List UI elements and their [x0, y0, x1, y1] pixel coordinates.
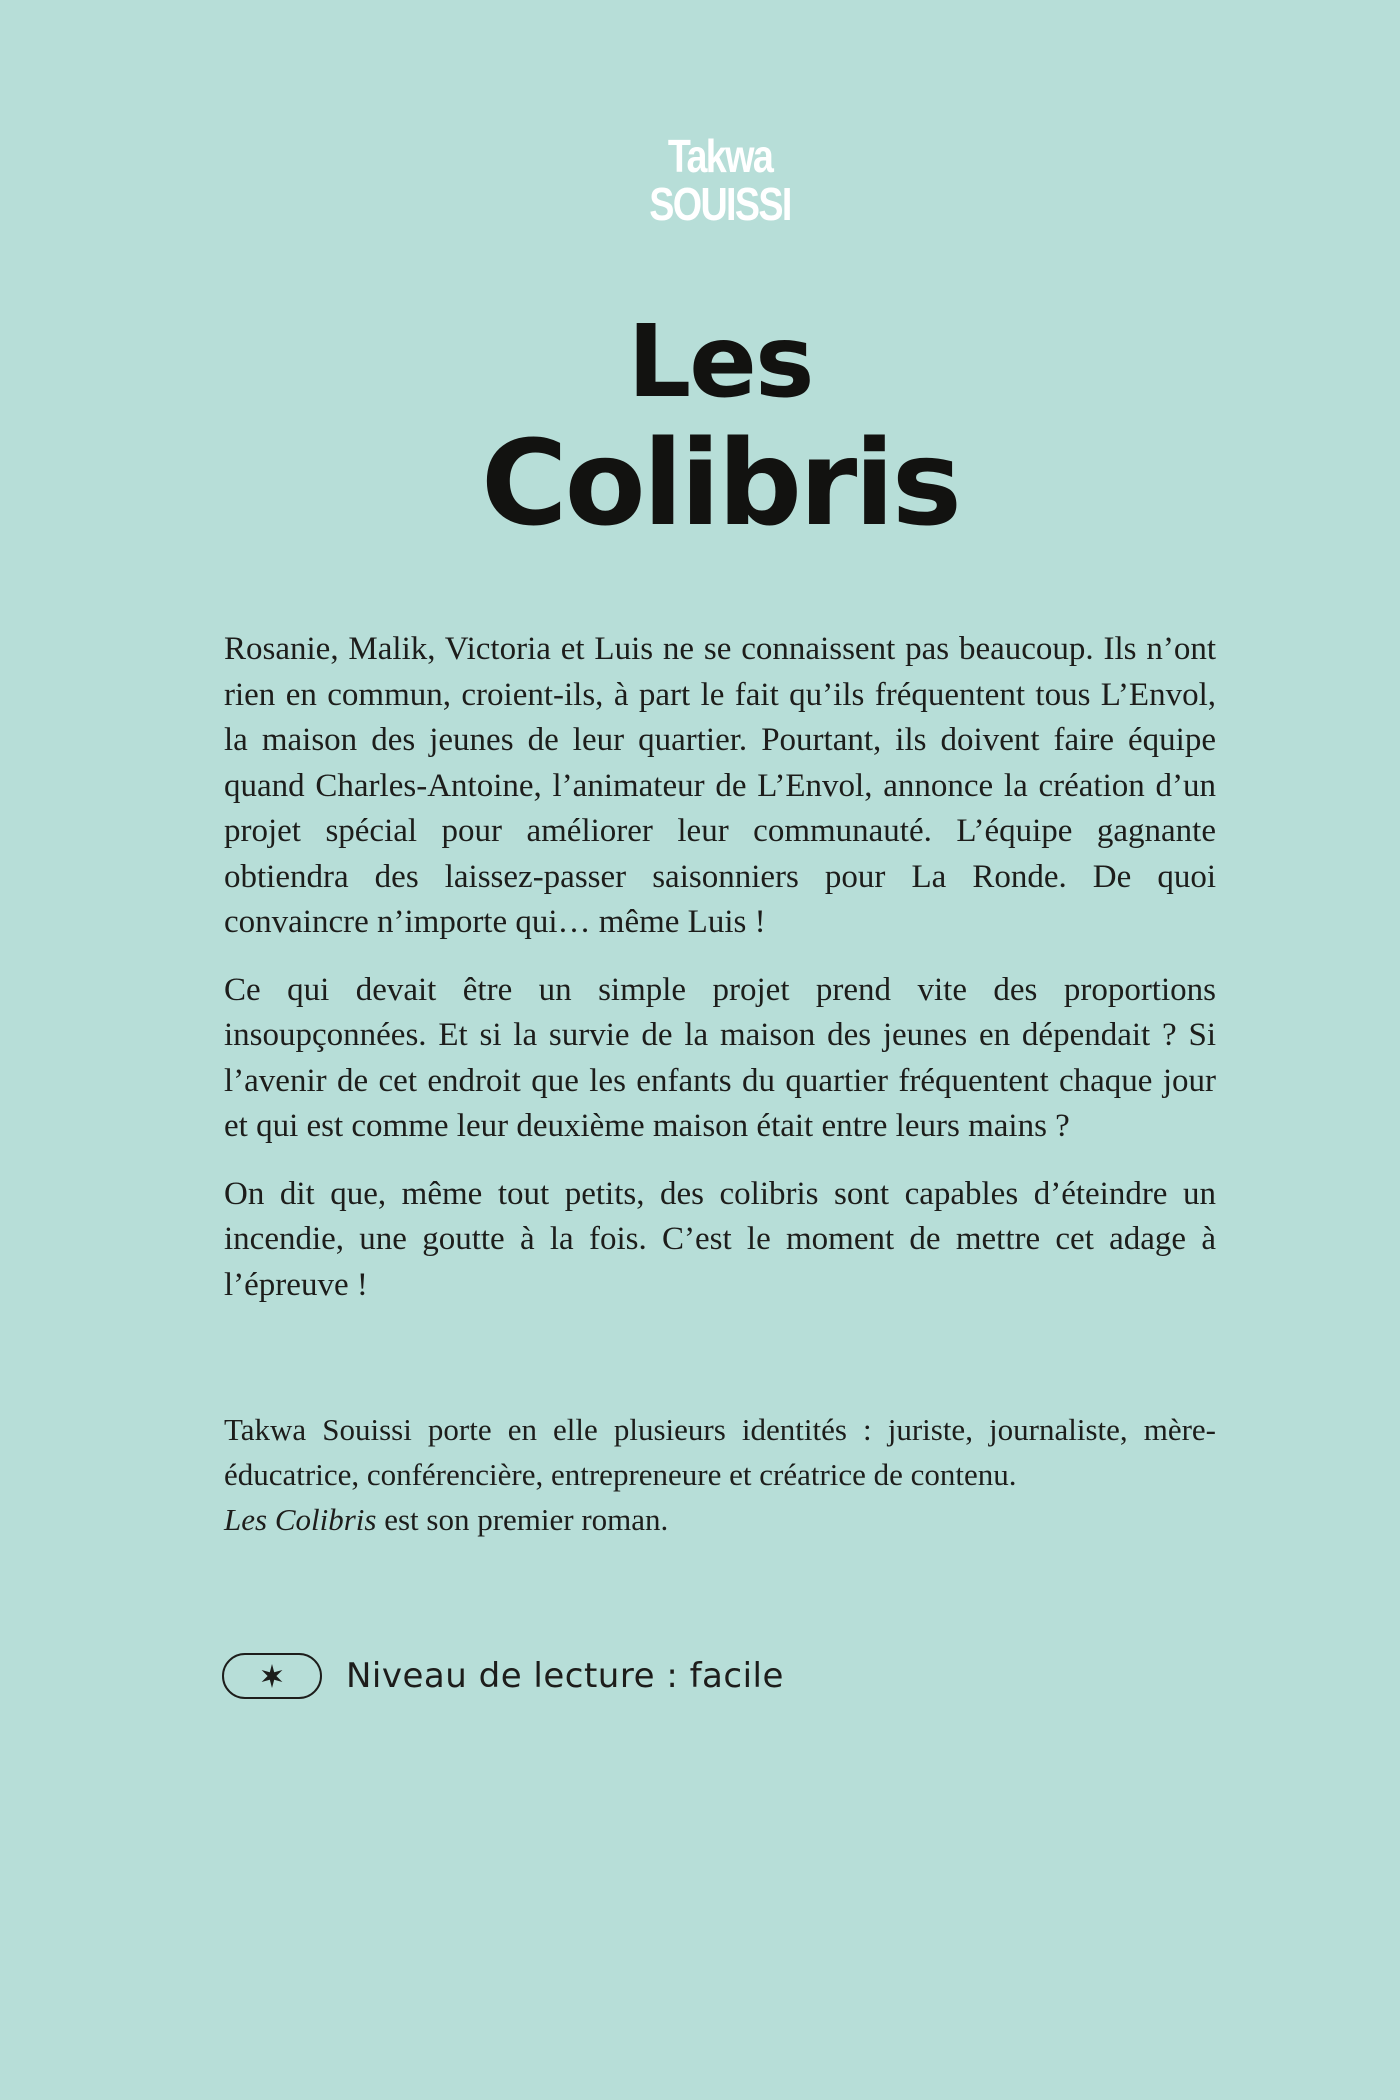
author-bio	[224, 1407, 1216, 1542]
blurb-paragraph-2: Ce qui devait être un simple projet prend vite des proportions insoupçonnées. Et si la survie de la maison des jeunes en dépendait ? Si l’avenir de cet endroit que les enfants du quartier fréquentent chaque jour et qui est comme leur deuxième maison était entre leurs mains ?	[224, 971, 1216, 1144]
author-bio-book-title: Les Colibris	[224, 1502, 377, 1537]
book-title-line-1: Les	[627, 303, 813, 420]
author-bio-closing: est son premier roman.	[376, 1502, 669, 1537]
book-title	[0, 303, 1400, 552]
blurb-paragraph-3: On dit que, même tout petits, des colibris sont capables d’éteindre un incendie, une goutte à la fois. C’est le moment de mettre cet adage à l’épreuve !	[224, 1175, 1216, 1303]
reading-level-badge	[222, 1653, 322, 1699]
book-title-line-2: Colibris	[481, 414, 959, 552]
author-bio-text: Takwa Souissi porte en elle plusieurs identités : juriste, journaliste, mère-éducatrice, conférencière, entrepreneure et créatrice de contenu.	[224, 1412, 1216, 1492]
blurb	[224, 627, 1216, 1330]
blurb-paragraph-1: Rosanie, Malik, Victoria et Luis ne se connaissent pas beaucoup. Ils n’ont rien en commun, croient-ils, à part le fait qu’ils fréquentent tous L’Envol, la maison des jeunes de leur quartier. Pourtant, ils doivent faire équipe quand Charles-Antoine, l’animateur de L’Envol, annonce la création d’un projet spécial pour améliorer leur communauté. L’équipe gagnante obtiendra des laissez-passer saisonniers pour La Ronde. De quoi convaincre n’importe qui… même Luis !	[224, 631, 1216, 940]
author-first-name: Takwa	[667, 130, 773, 182]
author-name	[130, 132, 1311, 228]
reading-level-label: Niveau de lecture : facile	[346, 1656, 784, 1696]
star-icon	[258, 1662, 286, 1690]
author-bio-paragraph	[224, 1407, 1216, 1542]
reading-level	[222, 1653, 784, 1699]
author-last-name: SOUISSI	[649, 178, 791, 230]
